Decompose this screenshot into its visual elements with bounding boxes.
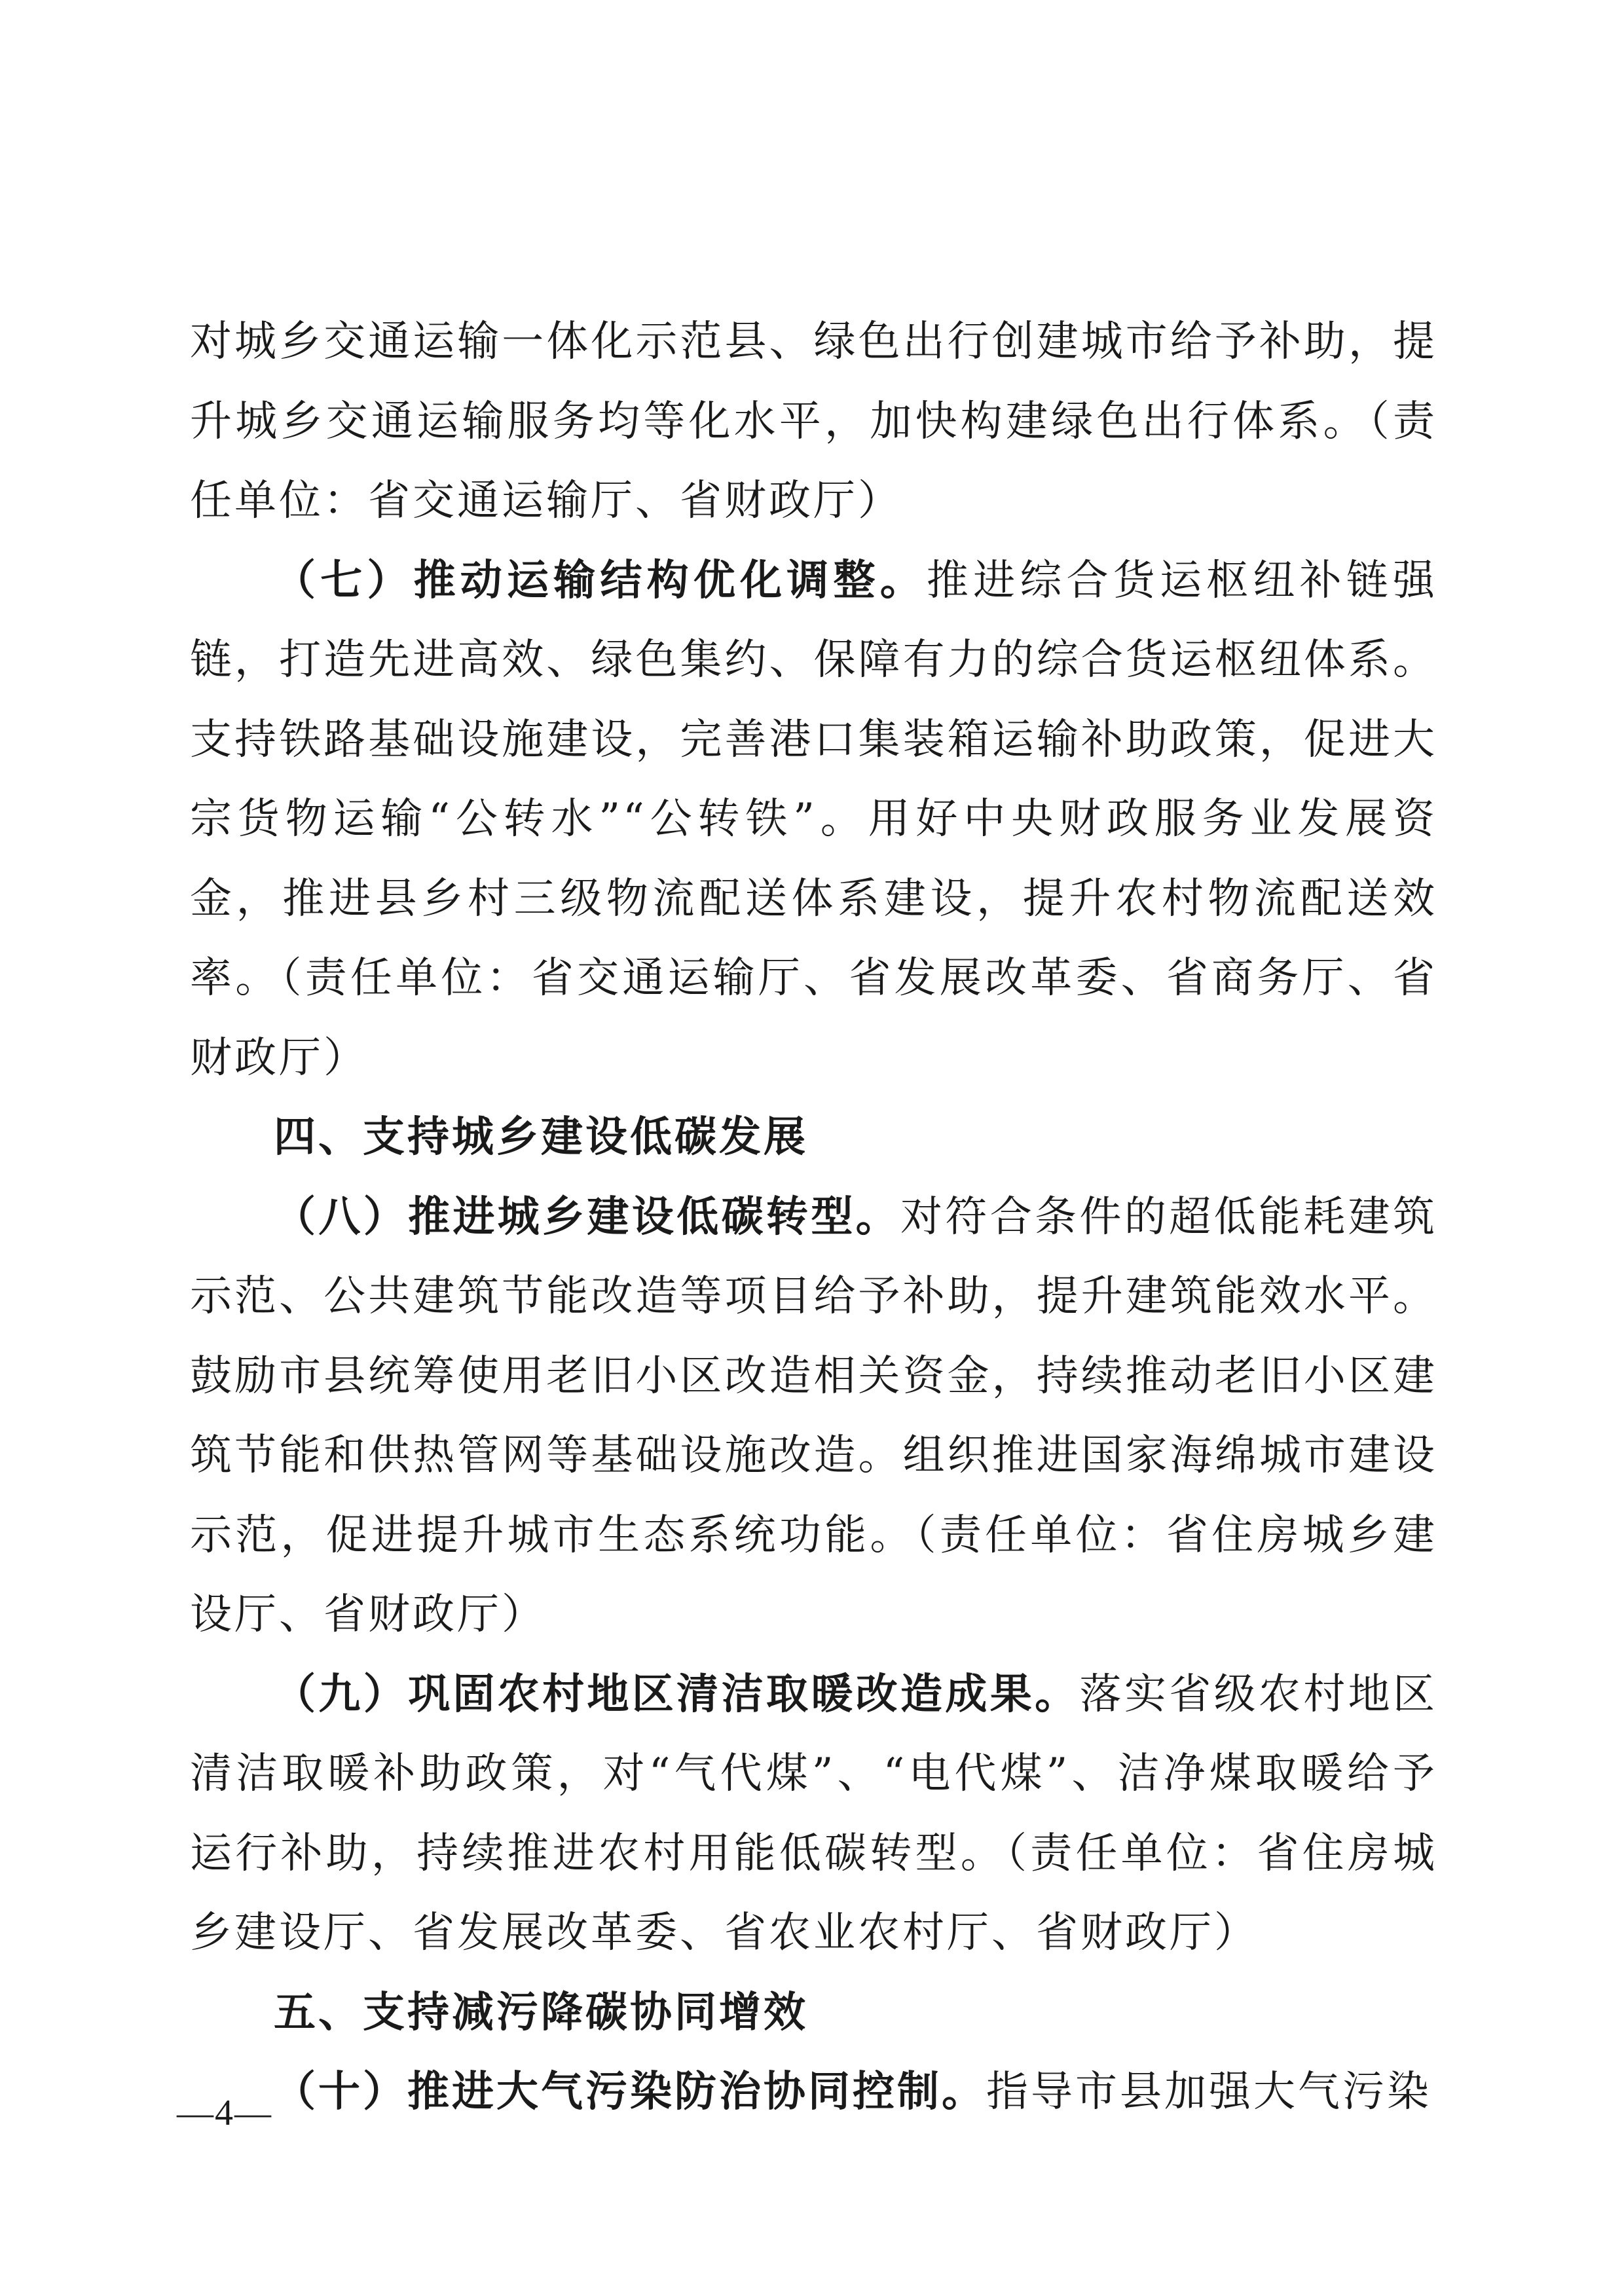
paragraph-item-8	[190, 1178, 1437, 1655]
item-7-body: 推进综合货运枢纽补链强链，打造先进高效、绿色集约、保障有力的综合货运枢纽体系。支持铁路基础设施建设，完善港口集装箱运输补助政策，促进大宗货物运输“公转水”“公转铁”。用好中央财政服务业发展资金，推进县乡村三级物流配送体系建设，提升农村物流配送效率。（责任单位：省交通运输厅、省发展改革委、省商务厅、省财政厅）	[190, 556, 1438, 1082]
page-number: —4—	[177, 2093, 272, 2133]
item-9-body: 落实省级农村地区清洁取暖补助政策，对“气代煤”、“电代煤”、洁净煤取暖给予运行补助，持续推进农村用能低碳转型。（责任单位：省住房城乡建设厅、省发展改革委、省农业农村厅、省财政厅）	[190, 1670, 1438, 1957]
item-8-title: （八）推进城乡建设低碳转型。	[274, 1192, 901, 1241]
section-heading-4: 四、支持城乡建设低碳发展	[274, 1113, 808, 1162]
paragraph-continued	[190, 303, 1437, 542]
item-8-body: 对符合条件的超低能耗建筑示范、公共建筑节能改造等项目给予补助，提升建筑能效水平。鼓励市县统筹使用老旧小区改造相关资金，持续推动老旧小区建筑节能和供热管网等基础设施改造。组织推进国家海绵城市建设示范，促进提升城市生态系统功能。（责任单位：省住房城乡建设厅、省财政厅）	[190, 1192, 1438, 1639]
paragraph-item-7	[190, 542, 1437, 1099]
item-10-title: （十）推进大气污染防治协同控制。	[274, 2068, 986, 2116]
body-text	[190, 303, 1437, 2133]
item-9-title: （九）巩固农村地区清洁取暖改造成果。	[274, 1670, 1080, 1719]
paragraph-text: 对城乡交通运输一体化示范县、绿色出行创建城市给予补助，提升城乡交通运输服务均等化水平，加快构建绿色出行体系。（责任单位：省交通运输厅、省财政厅）	[190, 318, 1437, 525]
paragraph-item-9	[190, 1655, 1437, 1974]
section-heading-5: 五、支持减污降碳协同增效	[274, 1988, 808, 2037]
item-7-title: （七）推动运输结构优化调整。	[274, 556, 927, 605]
item-10-body: 指导市县加强大气污染	[986, 2068, 1431, 2116]
paragraph-item-10	[190, 2053, 1437, 2133]
